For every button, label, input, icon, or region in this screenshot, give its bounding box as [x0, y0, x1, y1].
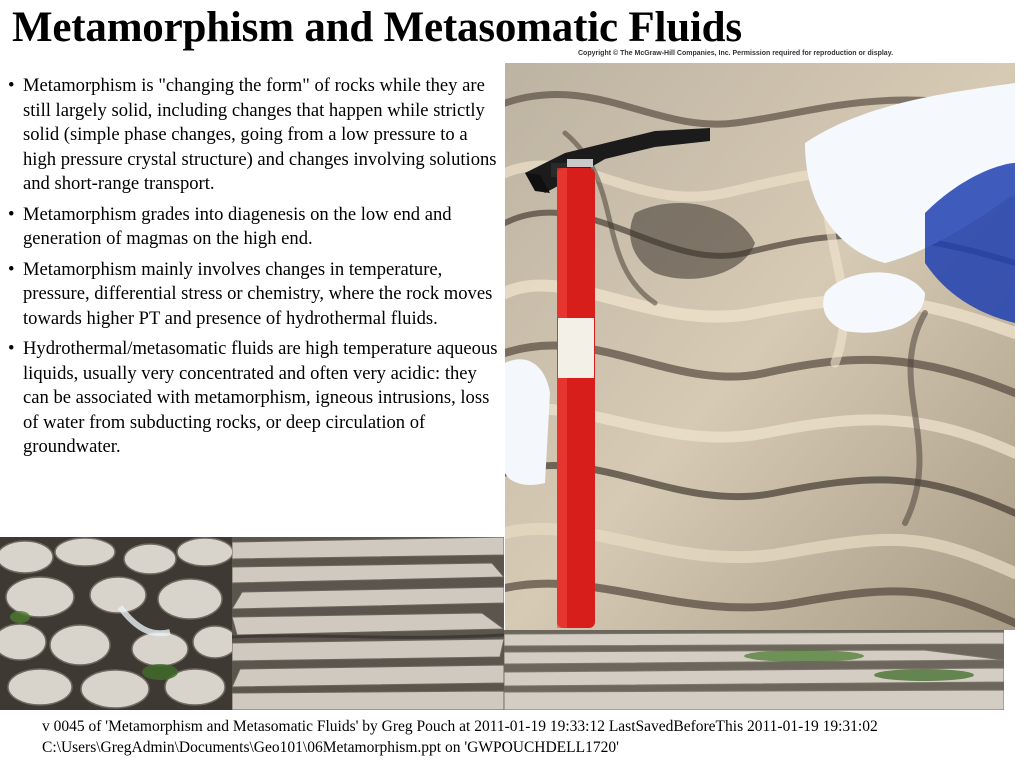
bullet-item — [8, 337, 500, 460]
slide-title: Metamorphism and Metasomatic Fluids — [12, 4, 742, 51]
bullet-item — [8, 203, 500, 252]
bullet-marker: • — [8, 75, 15, 96]
bullet-list — [8, 74, 500, 466]
boulder-creek-photo — [0, 537, 232, 710]
rock-ledge-strip-photo — [504, 630, 1004, 710]
gneiss-outcrop-image — [505, 63, 1015, 630]
bullet-marker: • — [8, 203, 15, 225]
bullet-text: Metamorphism mainly involves changes in temperature, pressure, differential stress or chemistry, where the rock moves towards higher PT and presence of hydrothermal fluids. — [23, 258, 493, 329]
bullet-marker: • — [8, 338, 15, 359]
copyright-notice: Copyright © The McGraw-Hill Companies, Inc. Permission required for reproduction or display. — [578, 50, 894, 57]
footer-path-line: C:\Users\GregAdmin\Documents\Geo101\06Metamorphism.ppt on 'GWPOUCHDELL1720' — [42, 739, 619, 756]
bullet-text: Hydrothermal/metasomatic fluids are high temperature aqueous liquids, usually very concentrated and often very acidic: they can be associated with metamorphism, igneous intrusions, loss of water from subducting rocks, or deep circulation of groundwater. — [23, 338, 498, 457]
rock-ledge-strip-image — [504, 630, 1004, 710]
layered-rock-photo — [232, 537, 504, 710]
bullet-item — [8, 258, 500, 332]
boulder-creek-image — [0, 537, 232, 710]
gneiss-outcrop-photo — [505, 63, 1015, 630]
footer-version-line: v 0045 of 'Metamorphism and Metasomatic Fluids' by Greg Pouch at 2011-01-19 19:33:12 LastSavedBeforeThis 2011-01-19 19:31:02 — [42, 718, 878, 735]
slide-footer — [42, 716, 1017, 758]
bullet-item — [8, 74, 500, 197]
layered-rock-image — [232, 537, 504, 710]
bullet-marker: • — [8, 258, 15, 280]
bullet-text: Metamorphism grades into diagenesis on the low end and generation of magmas on the high end. — [23, 203, 452, 249]
bullet-text: Metamorphism is "changing the form" of rocks while they are still largely solid, including changes that happen while strictly solid (simple phase changes, going from a low pressure to a high pressure crystal structure) and changes involving solutions and short-range transport. — [23, 75, 497, 194]
